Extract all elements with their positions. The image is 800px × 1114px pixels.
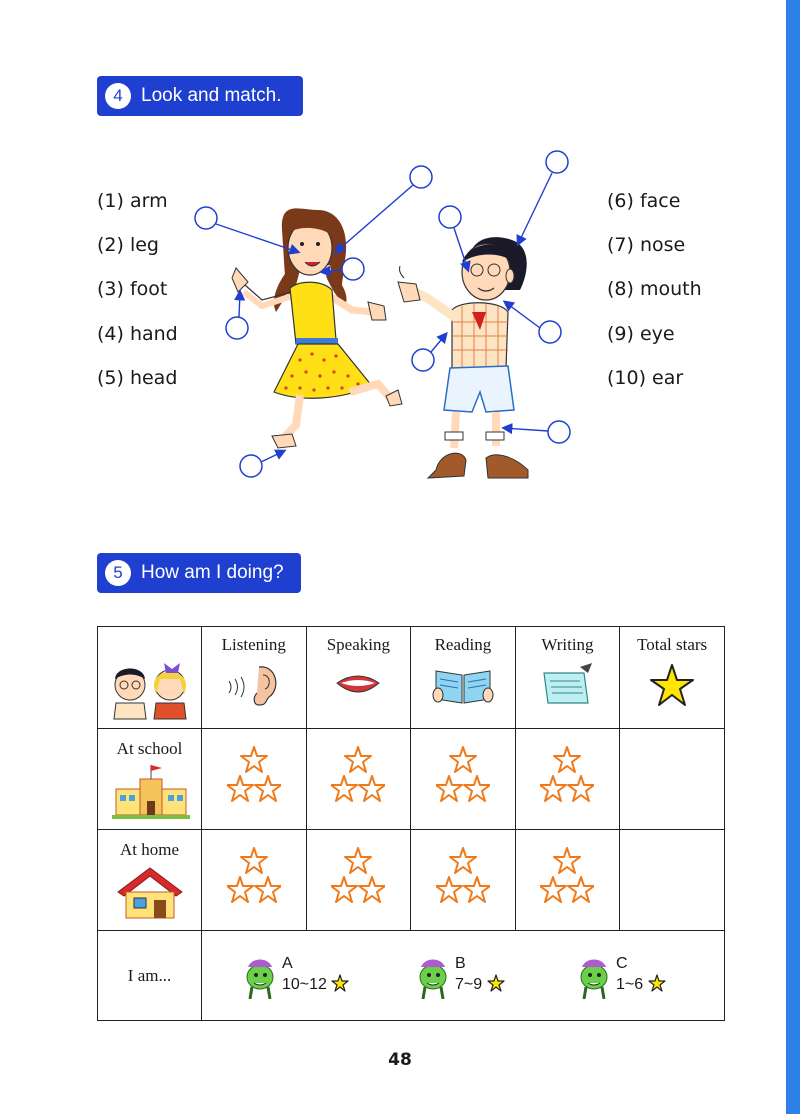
book-icon [428, 659, 498, 709]
page-number: 48 [388, 1050, 412, 1070]
star-icon [637, 659, 707, 709]
stars-school-writing[interactable] [515, 729, 620, 830]
word-eye: (9) eye [607, 323, 675, 345]
stars-school-reading[interactable] [411, 729, 516, 830]
children-icon [100, 627, 200, 723]
row-label-cell [98, 729, 202, 830]
section-5-title: How am I doing? [141, 562, 284, 583]
stars-home-reading[interactable] [411, 830, 516, 931]
school-icon [110, 761, 190, 821]
header-label: Speaking [326, 635, 390, 654]
row-label-cell [98, 931, 202, 1021]
grade-a[interactable] [240, 953, 349, 999]
grade-letter: B [455, 955, 466, 972]
total-home-cell[interactable] [620, 830, 725, 931]
dino-icon [574, 953, 614, 999]
stars-home-writing[interactable] [515, 830, 620, 931]
mouth-icon [323, 659, 393, 709]
section-4-number: 4 [105, 83, 131, 109]
header-total-stars [620, 627, 725, 729]
stars-school-speaking[interactable] [306, 729, 411, 830]
star-rating-icon [331, 846, 385, 906]
grade-range: 7~9 [455, 976, 483, 993]
header-label: Reading [434, 635, 492, 654]
header-listening [202, 627, 307, 729]
star-rating-icon [436, 846, 490, 906]
self-assessment-table [97, 626, 725, 1021]
grade-letter: A [282, 955, 293, 972]
girl-illustration [232, 208, 402, 448]
word-nose: (7) nose [607, 234, 686, 256]
header-label: Total stars [637, 635, 708, 654]
header-reading [411, 627, 516, 729]
house-icon [110, 862, 190, 922]
row-label-at-school: At school [116, 739, 183, 758]
word-hand: (4) hand [97, 323, 178, 345]
grade-b[interactable] [413, 953, 505, 999]
header-speaking [306, 627, 411, 729]
star-rating-icon [227, 745, 281, 805]
row-at-school [98, 729, 725, 830]
header-label: Writing [541, 635, 594, 654]
row-at-home [98, 830, 725, 931]
word-ear: (10) ear [607, 367, 684, 389]
ear-icon [219, 659, 289, 709]
word-mouth: (8) mouth [607, 278, 702, 300]
grade-letter: C [616, 955, 628, 972]
stars-home-speaking[interactable] [306, 830, 411, 931]
row-label-cell [98, 830, 202, 931]
word-foot: (3) foot [97, 278, 168, 300]
stars-school-listening[interactable] [202, 729, 307, 830]
table-header-row [98, 627, 725, 729]
word-face: (6) face [607, 190, 681, 212]
word-head: (5) head [97, 367, 178, 389]
star-rating-icon [227, 846, 281, 906]
dino-icon [240, 953, 280, 999]
star-rating-icon [540, 846, 594, 906]
word-leg: (2) leg [97, 234, 159, 256]
grade-cell [202, 931, 725, 1021]
stars-home-listening[interactable] [202, 830, 307, 931]
total-school-cell[interactable] [620, 729, 725, 830]
header-writing [515, 627, 620, 729]
grade-range: 10~12 [282, 976, 327, 993]
grade-range: 1~6 [616, 976, 644, 993]
star-rating-icon [331, 745, 385, 805]
grade-c[interactable] [574, 953, 666, 999]
row-label-i-am: I am... [127, 965, 172, 985]
section-4-title: Look and match. [141, 85, 282, 106]
row-i-am [98, 931, 725, 1021]
notebook-icon [532, 659, 602, 709]
word-arm: (1) arm [97, 190, 168, 212]
header-label: Listening [221, 635, 286, 654]
star-icon [331, 974, 349, 992]
row-label-at-home: At home [119, 840, 180, 859]
star-rating-icon [540, 745, 594, 805]
section-5-number: 5 [105, 560, 131, 586]
matching-illustration [0, 0, 800, 520]
children-cell [98, 627, 202, 729]
star-icon [648, 974, 666, 992]
section-5-heading [97, 553, 301, 593]
star-rating-icon [436, 745, 490, 805]
dino-icon [413, 953, 453, 999]
star-icon [487, 974, 505, 992]
